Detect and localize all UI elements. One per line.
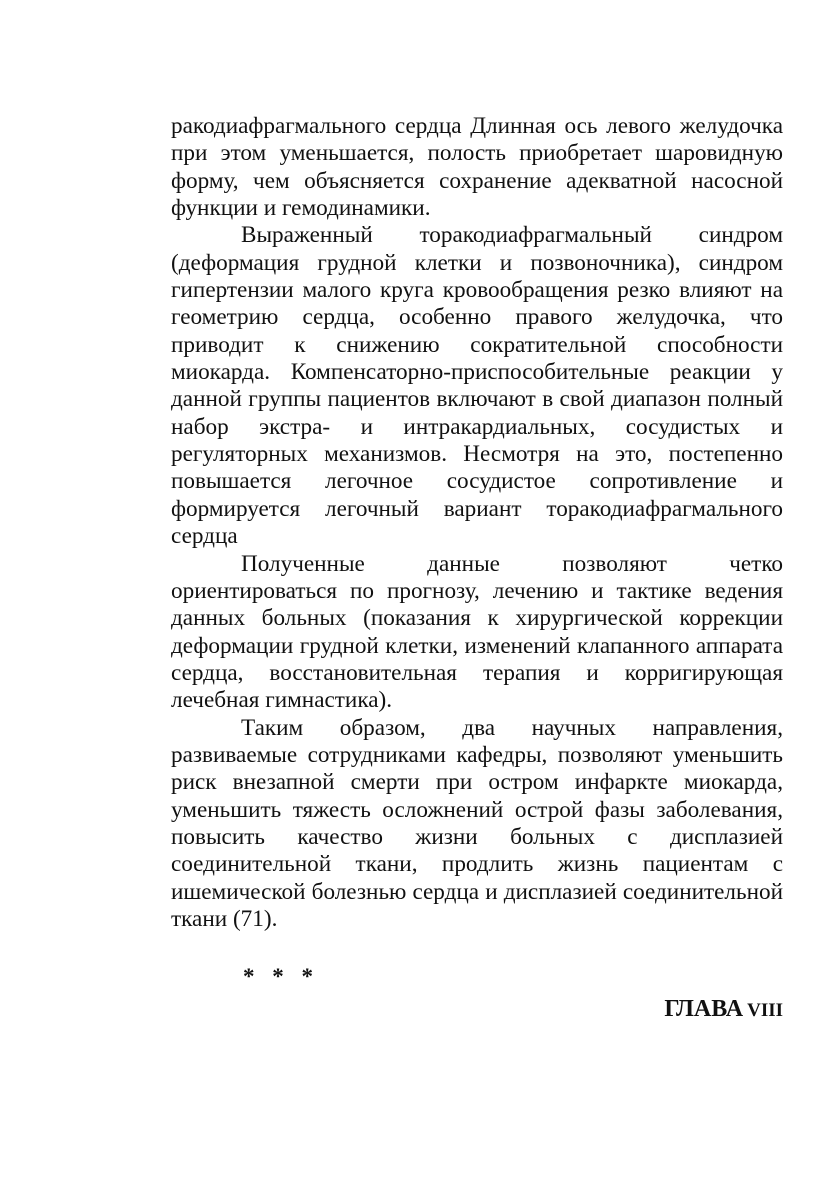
chapter-number: VIII bbox=[747, 1000, 783, 1021]
paragraph-3: Полученные данные позволяют четко ориентироваться по прогнозу, лечению и тактике ведения данных больных (показания к хирургической коррекции деформации грудной клетки, изменений клапанного аппарата сердца, восстановительная терапия и корригирующая лечебная гимнастика). bbox=[171, 550, 783, 714]
chapter-word: ГЛАВА bbox=[664, 996, 744, 1022]
paragraph-1: ракодиафрагмального сердца Длинная ось левого желудочка при этом уменьшается, полость приобретает шаровидную форму, чем объясняется сохранение адекватной насосной функции и гемодинамики. bbox=[171, 113, 783, 222]
section-separator: * * * bbox=[243, 964, 319, 989]
chapter-heading bbox=[664, 996, 783, 1023]
paragraph-4: Таким образом, два научных направления, развиваемые сотрудниками кафедры, позволяют уменьшить риск внезапной смерти при остром инфаркте миокарда, уменьшить тяжесть осложнений острой фазы заболевания, повысить качество жизни больных с дисплазией соединительной ткани, продлить жизнь пациентам с ишемической болезнью сердца и дисплазией соединительной ткани (71). bbox=[171, 714, 783, 932]
body-text bbox=[171, 113, 783, 933]
paragraph-2: Выраженный торакодиафрагмальный синдром (деформация грудной клетки и позвоночника), синдром гипертензии малого круга кровообращения резко влияют на геометрию сердца, особенно правого желудочка, что приводит к снижению сократительной способности миокарда. Компенсаторно-приспособительные реакции у данной группы пациентов включают в свой диапазон полный набор экстра- и интракардиальных, сосудистых и регуляторных механизмов. Несмотря на это, постепенно повышается легочное сосудистое сопротивление и формируется легочный вариант торакодиафрагмального сердца bbox=[171, 222, 783, 550]
